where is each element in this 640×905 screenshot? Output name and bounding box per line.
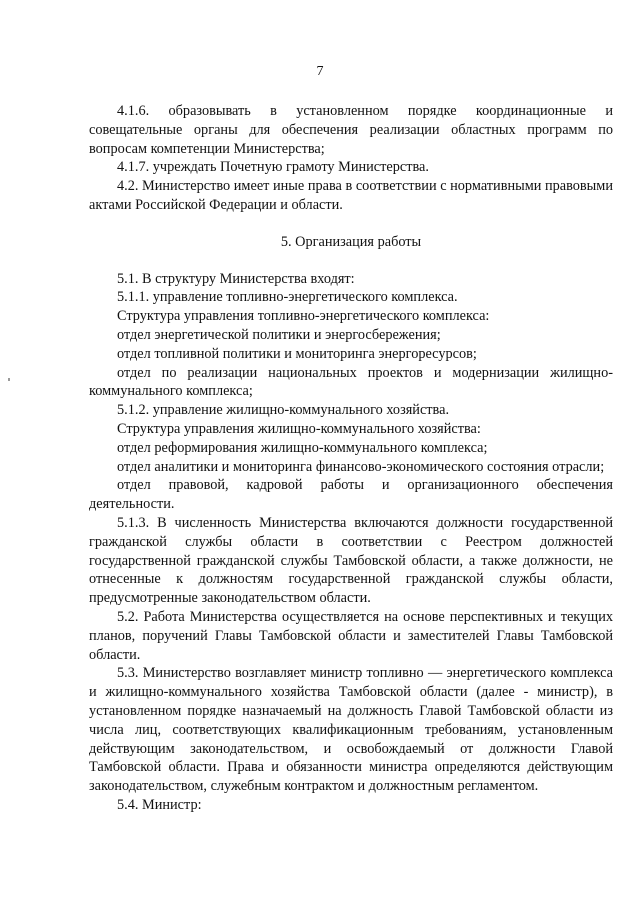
paragraph-4-1-6: 4.1.6. образовывать в установленном порядке координационные и совещательные органы для обеспечения реализации областных программ по вопросам компетенции Министерства; — [89, 103, 613, 157]
document-body — [89, 102, 613, 815]
paragraph-tek-structure: Структура управления топливно-энергетического комплекса: — [117, 308, 490, 325]
paragraph-5-2: 5.2. Работа Министерства осуществляется на основе перспективных и текущих планов, поручений Главы Тамбовской области и заместителей Главы Тамбовской области. — [89, 608, 613, 663]
paragraph-5-1-2: 5.1.2. управление жилищно-коммунального хозяйства. — [117, 402, 450, 419]
paragraph-zhkh-structure: Структура управления жилищно-коммунального хозяйства: — [117, 420, 481, 437]
paragraph-5-4: 5.4. Министр: — [117, 796, 202, 813]
list-item-department: отдел реформирования жилищно-коммунального комплекса; — [117, 439, 488, 456]
paragraph-5-1: 5.1. В структуру Министерства входят: — [117, 270, 355, 287]
paragraph-4-1-7: 4.1.7. учреждать Почетную грамоту Министерства. — [117, 159, 429, 176]
page-number: 7 — [316, 64, 324, 79]
list-item-department: отдел аналитики и мониторинга финансово-экономического состояния отрасли; — [117, 458, 605, 475]
paragraph-5-3: 5.3. Министерство возглавляет министр топливно — энергетического комплекса и жилищно-коммунального хозяйства Тамбовской области (далее - министр), в установленном порядке назначаемый на должность Главой Тамбовской области из числа лиц, соответствующих квалификационным требованиям, установленным действующим законодательством, и освобождаемый от должности Главой Тамбовской области. Права и обязанности министра определяются действующим законодательством, служебным контрактом и должностным регламентом. — [89, 665, 613, 795]
paragraph-4-2: 4.2. Министерство имеет иные права в соответствии с нормативными правовыми актами Российской Федерации и области. — [89, 178, 613, 213]
list-item-department: отдел правовой, кадровой работы и организационного обеспечения деятельности. — [89, 477, 613, 513]
paragraph-5-1-1: 5.1.1. управление топливно-энергетического комплекса. — [117, 289, 458, 306]
scan-margin-mark — [8, 378, 10, 381]
spacer — [89, 252, 613, 270]
paragraph-5-1-3: 5.1.3. В численность Министерства включаются должности государственной гражданской службы области в соответствии с Реестром должностей государственной гражданской службы Тамбовской области, а также должности, не отнесенные к должностям государственной гражданской службы области, предусмотренные законодательством области. — [89, 514, 613, 607]
list-item-department: отдел топливной политики и мониторинга энергоресурсов; — [117, 345, 477, 362]
section-heading: 5. Организация работы — [280, 233, 422, 250]
list-item-department: отдел энергетической политики и энергосбережения; — [117, 326, 441, 343]
list-item-department: отдел по реализации национальных проектов и модернизации жилищно-коммунального комплекса; — [89, 364, 613, 400]
spacer — [89, 215, 613, 233]
